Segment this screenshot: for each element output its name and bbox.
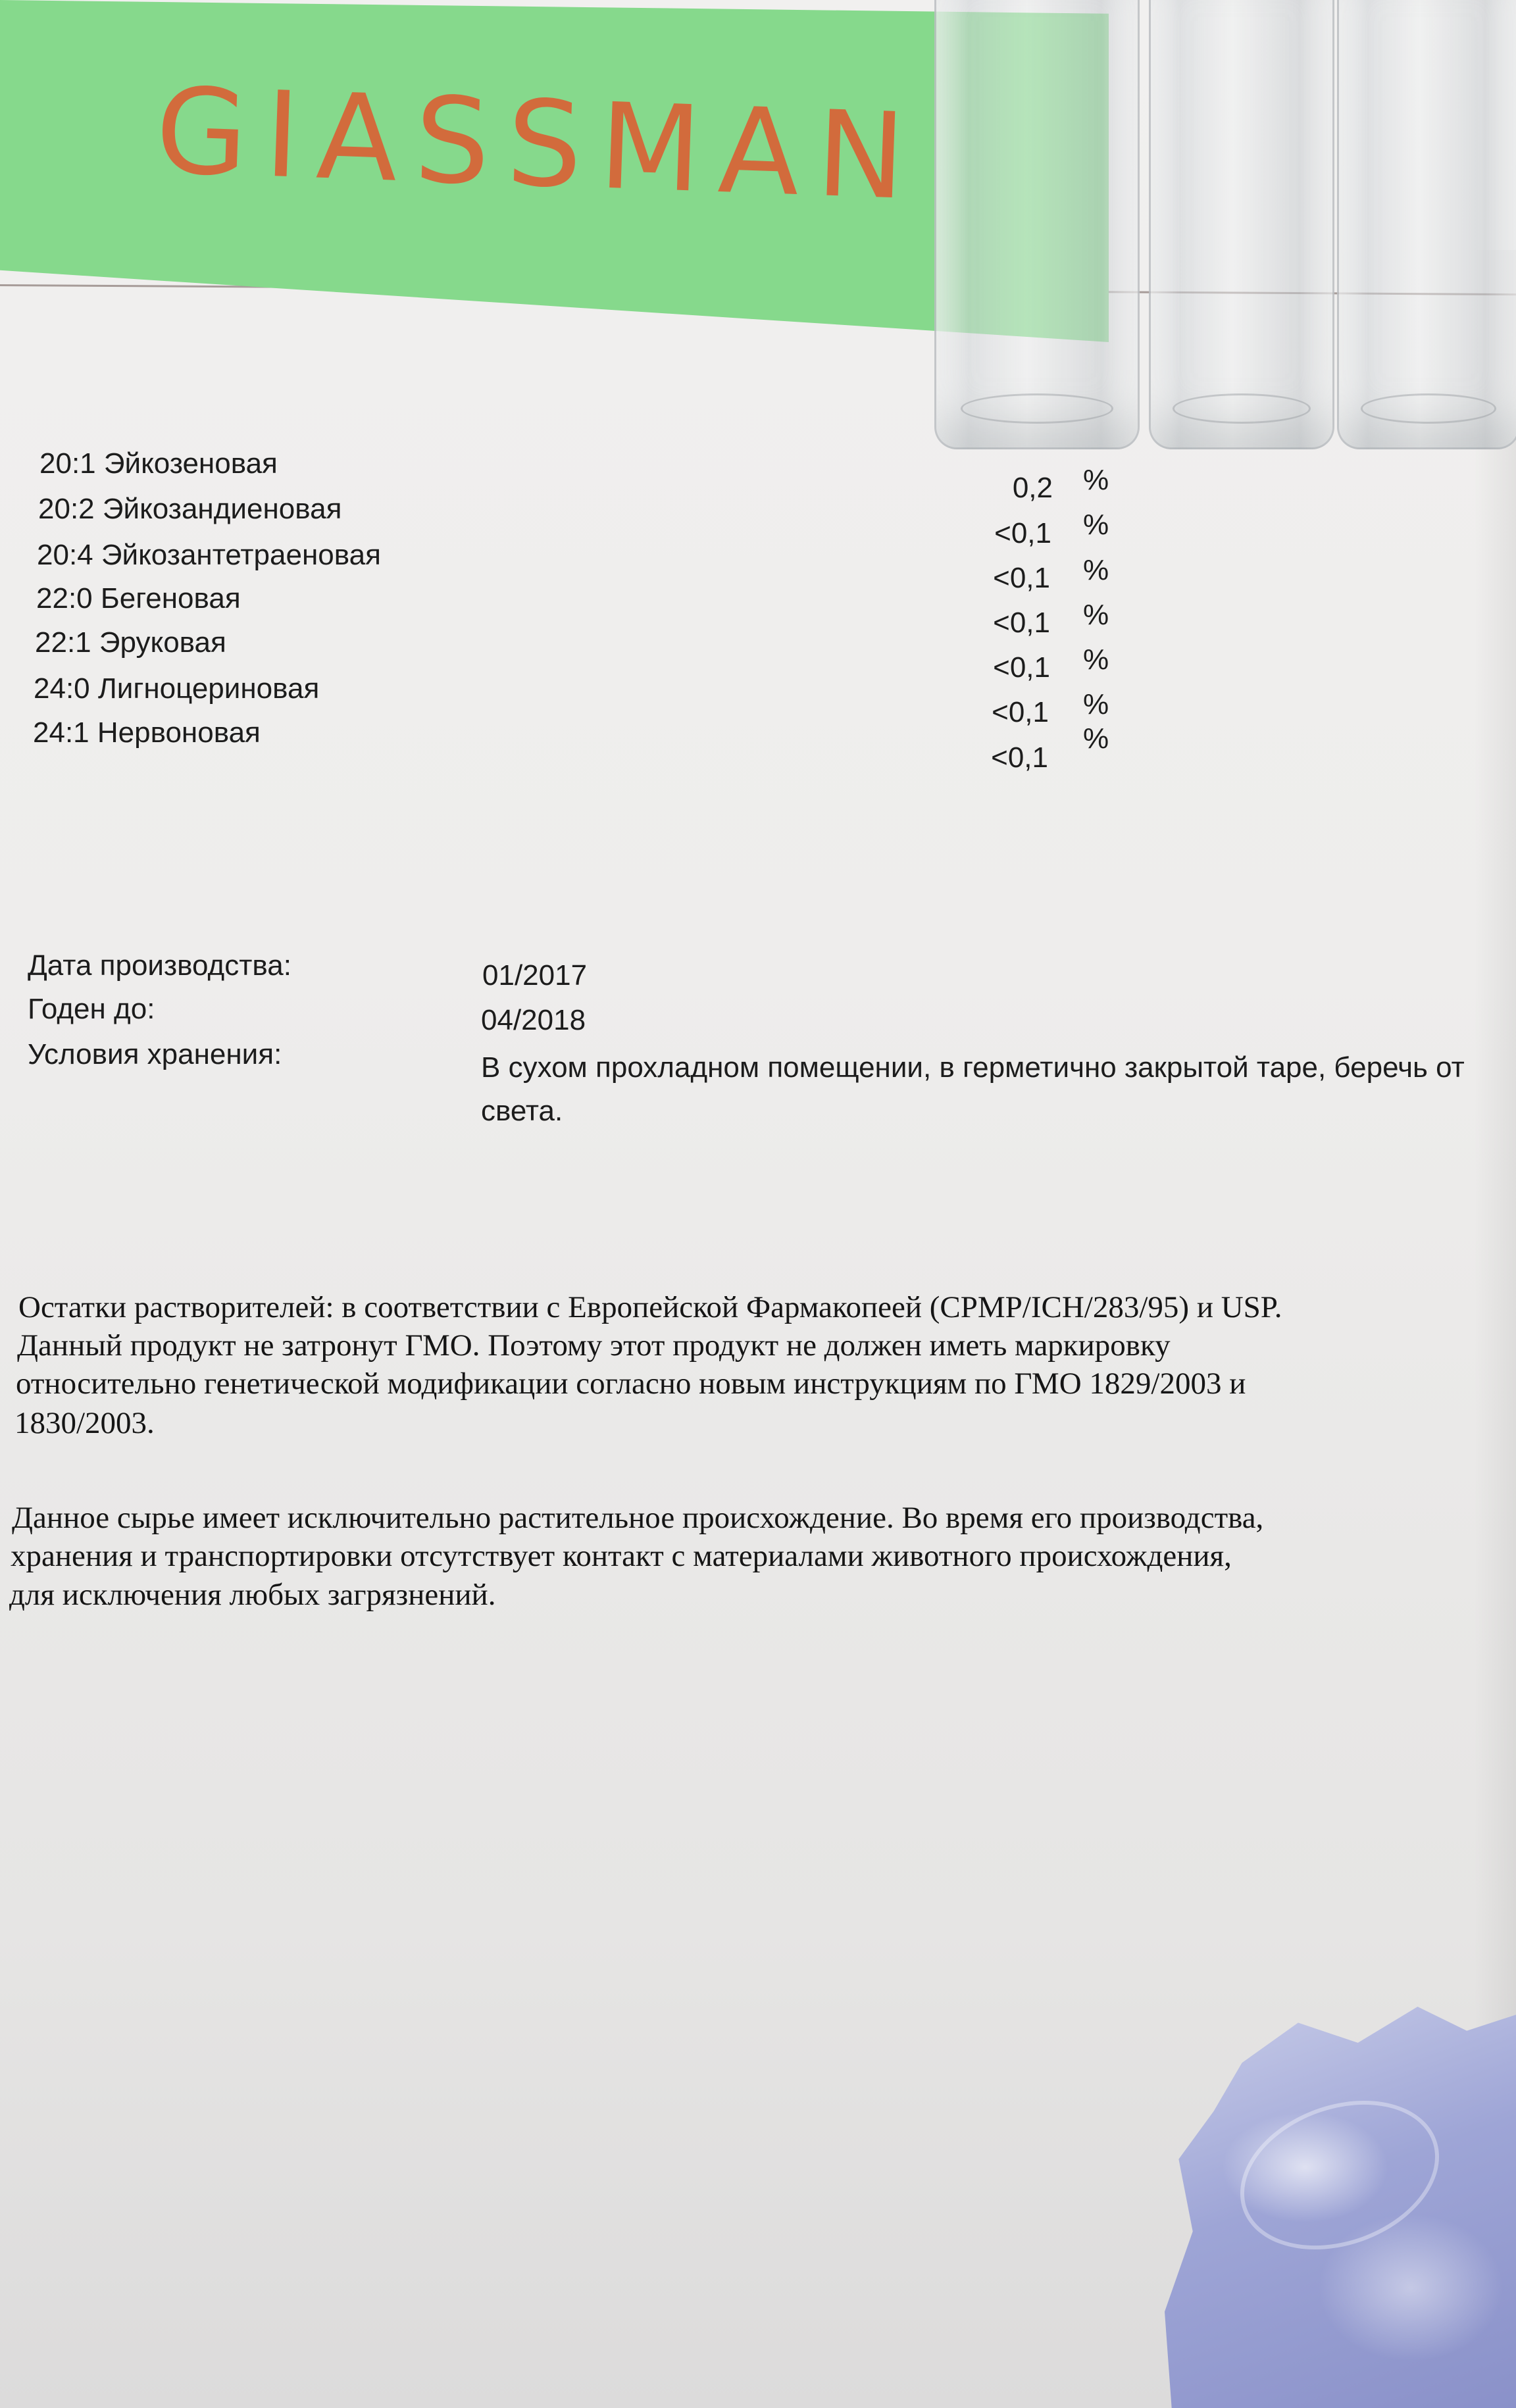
paragraph-line: хранения и транспортировки отсутствует контакт с материалами животного происхождения, <box>11 1539 1232 1573</box>
storage-conditions-value: В сухом прохладном помещении, в герметично закрытой таре, беречь от <box>481 1051 1465 1084</box>
acid-unit: % <box>1083 599 1109 631</box>
acid-name: 24:1 Нервоновая <box>33 716 261 749</box>
paragraph-line: Данный продукт не затронут ГМО. Поэтому этот продукт не должен иметь маркировку <box>17 1328 1171 1363</box>
acid-value: 0,2 <box>1012 472 1053 504</box>
paragraph-line: относительно генетической модификации согласно новым инструкциям по ГМО 1829/2003 и <box>16 1367 1246 1401</box>
acid-name: 20:2 Эйкозандиеновая <box>38 493 342 525</box>
acid-name: 20:4 Эйкозантетраеновая <box>37 539 381 571</box>
expiry-date-label: Годен до: <box>28 993 155 1025</box>
acid-name: 22:1 Эруковая <box>35 626 226 659</box>
production-date-label: Дата производства: <box>28 949 291 982</box>
expiry-date-value: 04/2018 <box>481 1004 586 1036</box>
acid-name: 20:1 Эйкозеновая <box>39 447 278 480</box>
paragraph-line: Остатки растворителей: в соответствии с Европейской Фармакопеей (CPMP/ICH/283/95) и USP. <box>18 1290 1282 1324</box>
acid-unit: % <box>1083 509 1109 541</box>
fatty-acid-composition-table <box>0 0 1516 790</box>
acid-unit: % <box>1083 554 1109 586</box>
handwritten-brand-label: GIASSMAN <box>153 63 925 227</box>
acid-value: <0,1 <box>994 517 1051 549</box>
acid-name: 24:0 Лигноцериновая <box>34 672 320 705</box>
acid-value: <0,1 <box>993 607 1050 639</box>
acid-unit: % <box>1083 464 1109 496</box>
paragraph-line: для исключения любых загрязнений. <box>9 1578 496 1612</box>
acid-unit: % <box>1083 722 1109 755</box>
acid-value: <0,1 <box>991 741 1048 774</box>
production-date-value: 01/2017 <box>482 959 588 991</box>
acid-name: 22:0 Бегеновая <box>36 582 241 615</box>
acid-value: <0,1 <box>992 696 1049 728</box>
acid-unit: % <box>1083 643 1109 676</box>
paragraph-line: 1830/2003. <box>14 1406 155 1440</box>
storage-conditions-value-cont: света. <box>481 1095 563 1127</box>
acid-unit: % <box>1083 688 1109 720</box>
acid-value: <0,1 <box>993 562 1050 594</box>
acid-value: <0,1 <box>993 651 1050 684</box>
storage-conditions-label: Условия хранения: <box>28 1038 282 1070</box>
paragraph-line: Данное сырье имеет исключительно растительное происхождение. Во время его производства, <box>12 1501 1264 1535</box>
